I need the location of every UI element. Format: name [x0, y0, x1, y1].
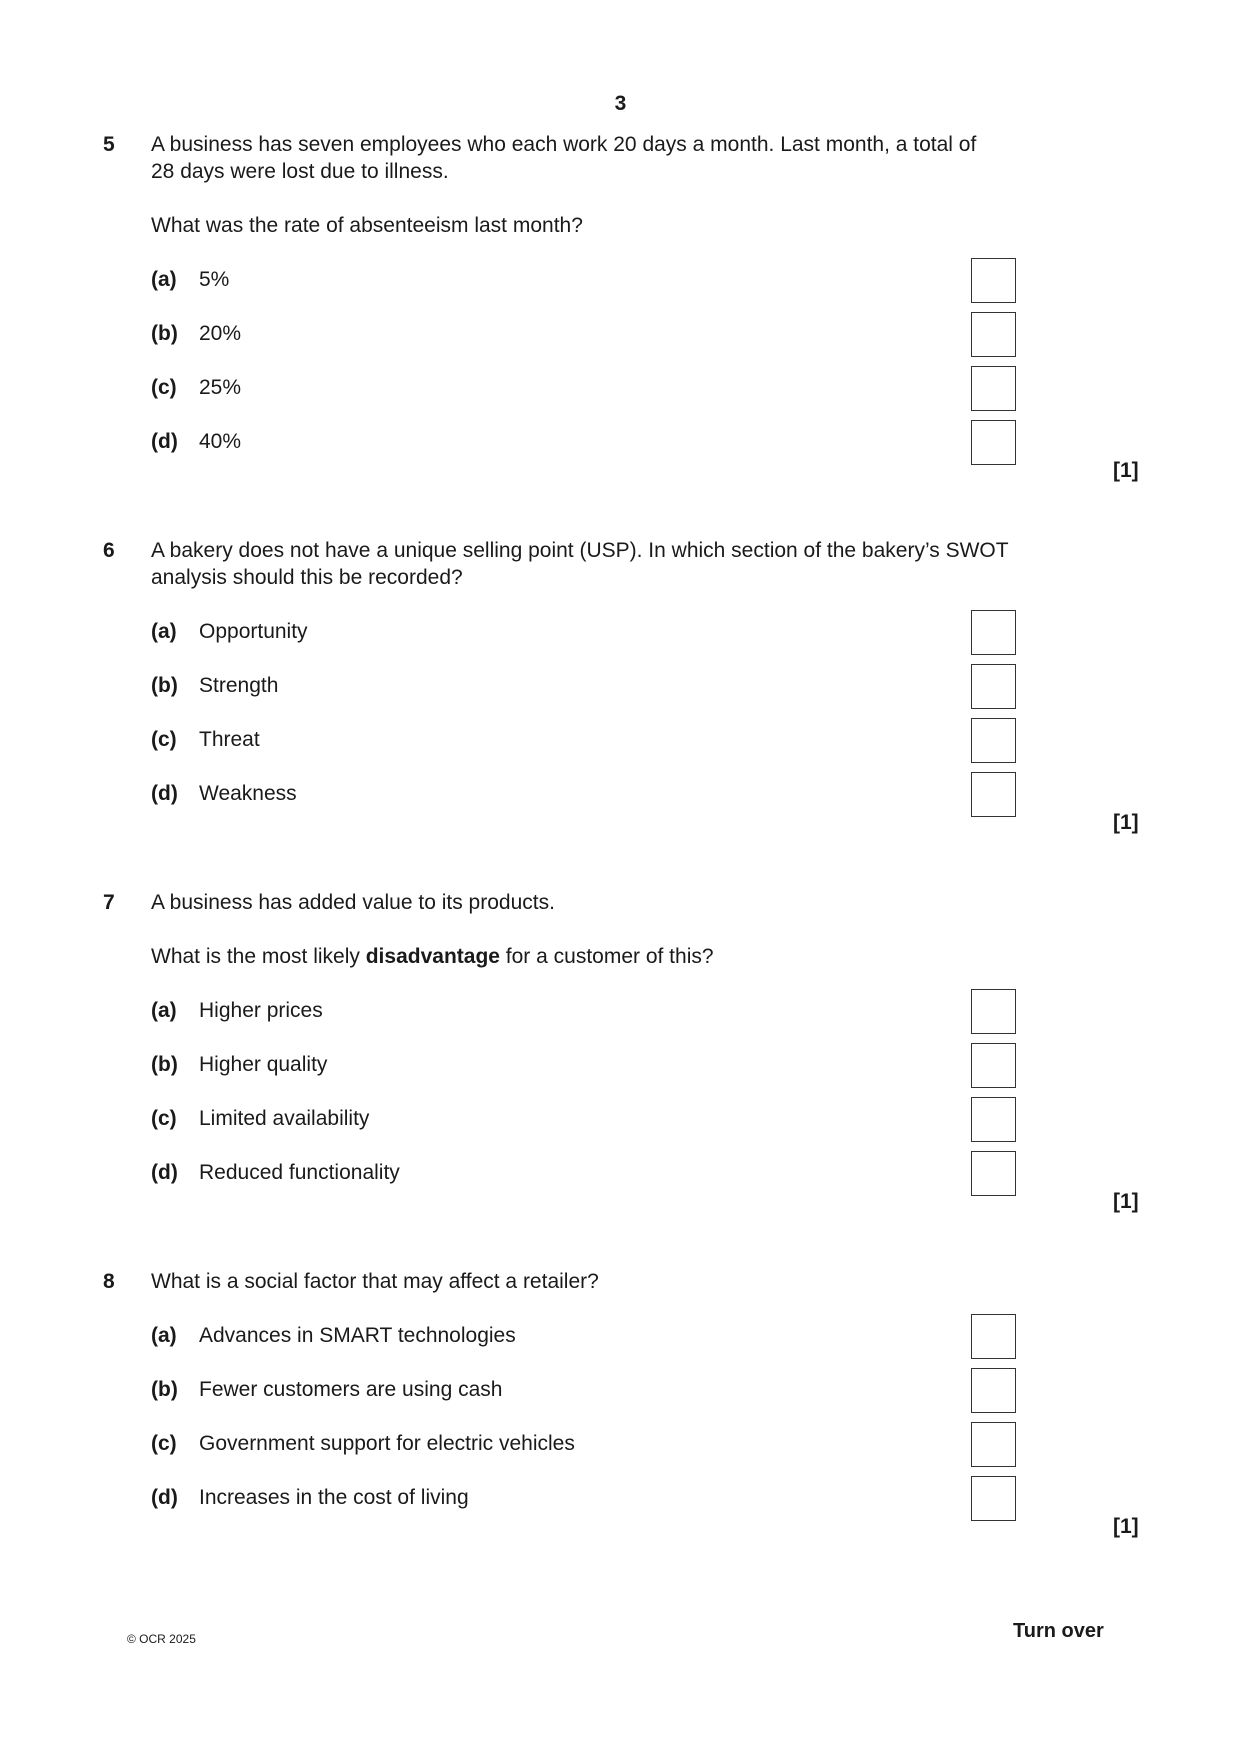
option-text: 5% — [199, 268, 230, 291]
option-letter: (a) — [151, 1324, 177, 1347]
answer-checkbox-7a[interactable] — [971, 989, 1016, 1034]
answer-checkbox-6d[interactable] — [971, 772, 1016, 817]
question-text-line: What is a social factor that may affect a retailer? — [151, 1270, 599, 1293]
option-letter: (a) — [151, 620, 177, 643]
option-letter: (b) — [151, 1378, 178, 1401]
option-text: Advances in SMART technologies — [199, 1324, 516, 1347]
question-text-line: analysis should this be recorded? — [151, 566, 463, 589]
option-letter: (c) — [151, 1432, 177, 1455]
answer-checkbox-8b[interactable] — [971, 1368, 1016, 1413]
marks-label: [1] — [1113, 1515, 1139, 1538]
option-text: Increases in the cost of living — [199, 1486, 469, 1509]
prompt-text: for a customer of this? — [499, 945, 714, 968]
option-text: 25% — [199, 376, 242, 399]
question-prompt: What was the rate of absenteeism last month? — [151, 214, 583, 237]
question-number: 8 — [103, 1270, 115, 1293]
marks-label: [1] — [1113, 459, 1139, 482]
option-letter: (c) — [151, 728, 177, 751]
marks-label: [1] — [1113, 1190, 1139, 1213]
option-text: Limited availability — [199, 1107, 370, 1130]
question-text-line: A bakery does not have a unique selling point (USP). In which section of the bakery’s SWOT — [151, 539, 1009, 562]
answer-checkbox-5b[interactable] — [971, 312, 1016, 357]
answer-checkbox-5a[interactable] — [971, 258, 1016, 303]
answer-checkbox-6b[interactable] — [971, 664, 1016, 709]
answer-checkbox-7c[interactable] — [971, 1097, 1016, 1142]
option-letter: (d) — [151, 430, 178, 453]
copyright-notice: © OCR 2025 — [127, 1632, 196, 1646]
answer-checkbox-5c[interactable] — [971, 366, 1016, 411]
question-number: 6 — [103, 539, 115, 562]
option-letter: (d) — [151, 1161, 178, 1184]
question-number: 7 — [103, 891, 115, 914]
answer-checkbox-6c[interactable] — [971, 718, 1016, 763]
option-letter: (b) — [151, 1053, 178, 1076]
prompt-emphasis: disadvantage — [365, 945, 500, 968]
answer-checkbox-6a[interactable] — [971, 610, 1016, 655]
page-number: 3 — [614, 92, 627, 115]
answer-checkbox-7b[interactable] — [971, 1043, 1016, 1088]
option-text: Higher prices — [199, 999, 323, 1022]
marks-label: [1] — [1113, 811, 1139, 834]
turn-over-label: Turn over — [1013, 1620, 1104, 1642]
option-letter: (d) — [151, 782, 178, 805]
question-text-line: A business has added value to its products. — [151, 891, 555, 914]
question-text-line: 28 days were lost due to illness. — [151, 160, 449, 183]
option-letter: (a) — [151, 268, 177, 291]
option-text: Strength — [199, 674, 279, 697]
option-text: Weakness — [199, 782, 297, 805]
option-text: Opportunity — [199, 620, 308, 643]
option-letter: (c) — [151, 376, 177, 399]
answer-checkbox-8d[interactable] — [971, 1476, 1016, 1521]
option-letter: (b) — [151, 674, 178, 697]
option-text: Reduced functionality — [199, 1161, 400, 1184]
answer-checkbox-8a[interactable] — [971, 1314, 1016, 1359]
question-number: 5 — [103, 133, 115, 156]
option-letter: (c) — [151, 1107, 177, 1130]
option-text: 40% — [199, 430, 242, 453]
answer-checkbox-5d[interactable] — [971, 420, 1016, 465]
option-text: Higher quality — [199, 1053, 328, 1076]
answer-checkbox-7d[interactable] — [971, 1151, 1016, 1196]
option-text: Fewer customers are using cash — [199, 1378, 503, 1401]
question-text-line: A business has seven employees who each work 20 days a month. Last month, a total of — [151, 133, 977, 156]
answer-checkbox-8c[interactable] — [971, 1422, 1016, 1467]
option-text: Government support for electric vehicles — [199, 1432, 575, 1455]
option-text: 20% — [199, 322, 242, 345]
prompt-text: What is the most likely — [151, 945, 366, 968]
option-letter: (b) — [151, 322, 178, 345]
option-letter: (a) — [151, 999, 177, 1022]
question-prompt — [151, 943, 1091, 970]
option-letter: (d) — [151, 1486, 178, 1509]
option-text: Threat — [199, 728, 260, 751]
